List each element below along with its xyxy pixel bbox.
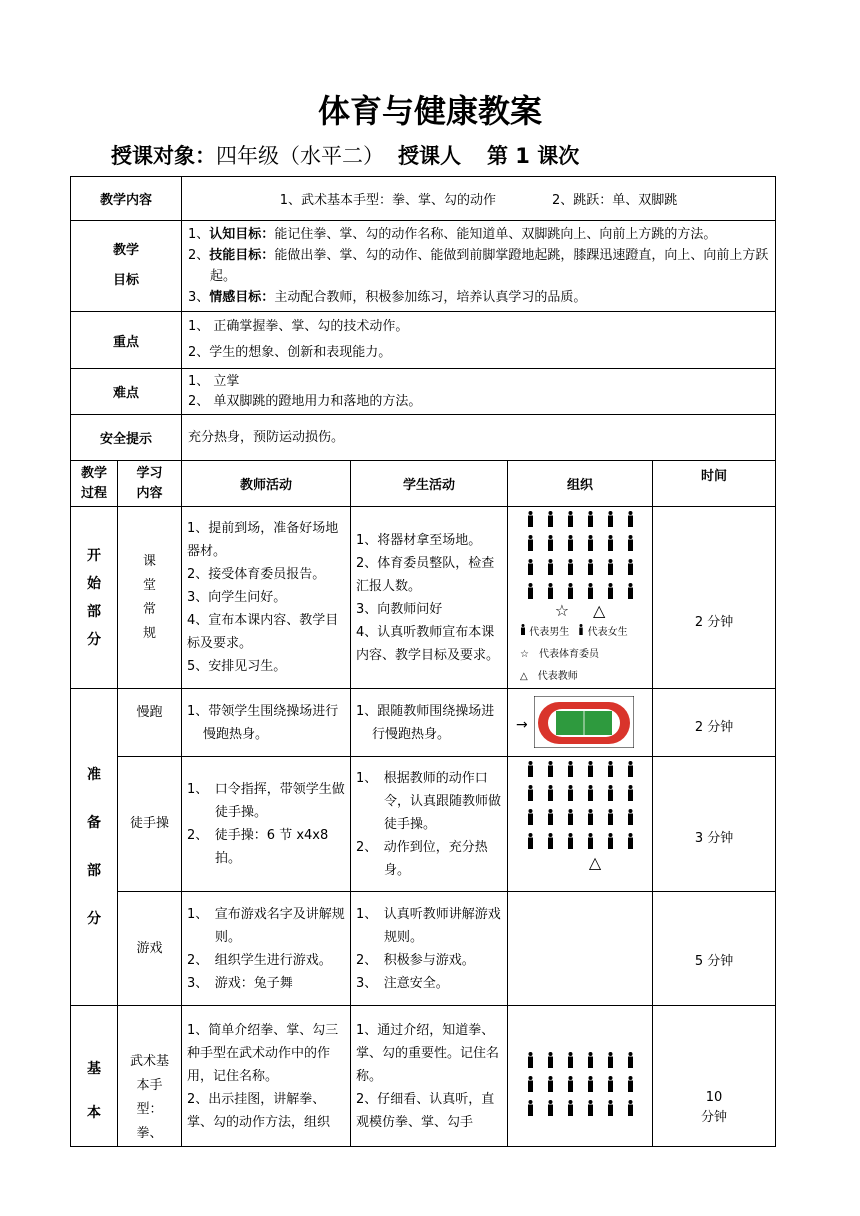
key-line-1: 1、 正确掌握拳、掌、勾的技术动作。 — [188, 319, 409, 334]
basic-teacher — [182, 1006, 351, 1147]
goals-label-top: 教学 — [113, 243, 140, 258]
person-icon — [620, 785, 640, 801]
goal-1 — [188, 224, 769, 245]
jog-label: 慢跑 — [118, 689, 182, 757]
game-teacher-1: 1、 宣布游戏名字及讲解规则。 — [187, 906, 345, 945]
basic-time-value: 10 — [705, 1090, 723, 1105]
person-icon — [560, 535, 580, 551]
gym-student-1: 1、 根据教师的动作口令，认真跟随教师做徒手操。 — [356, 770, 502, 832]
goal-2-num: 2、 — [188, 248, 210, 263]
person-icon — [540, 809, 560, 825]
person-icon — [520, 1052, 540, 1068]
person-icon — [520, 583, 540, 599]
running-track-icon — [534, 696, 634, 748]
prep-phase-char-3: 部 — [87, 863, 101, 879]
person-icon — [560, 583, 580, 599]
basic-teacher-1: 1、简单介绍拳、掌、勾三种手型在武术动作中的作用，记住名称。 — [187, 1022, 339, 1084]
person-icon — [520, 535, 540, 551]
difficulty-line-2: 2、 单双脚跳的蹬地用力和落地的方法。 — [188, 393, 422, 409]
person-icon — [520, 1100, 540, 1116]
difficulty-label: 难点 — [71, 369, 182, 415]
gym-teacher — [182, 757, 351, 892]
person-icon — [600, 1076, 620, 1092]
start-time: 2 分钟 — [653, 507, 776, 689]
person-icon — [580, 1076, 600, 1092]
col-org: 组织 — [508, 461, 653, 507]
page-title: 体育与健康教案 — [317, 92, 542, 130]
legend-teacher: △ 代表教师 — [520, 671, 578, 682]
person-icon — [520, 624, 526, 635]
goal-2 — [188, 245, 769, 287]
person-icon — [620, 1100, 640, 1116]
person-icon — [520, 809, 540, 825]
person-icon — [560, 809, 580, 825]
col-content — [118, 461, 182, 507]
start-student — [351, 507, 508, 689]
col-process-1: 教学 — [80, 465, 107, 481]
person-icon — [580, 785, 600, 801]
person-icon — [600, 785, 620, 801]
person-icon — [600, 833, 620, 849]
goals-value — [182, 221, 776, 312]
person-icon — [520, 559, 540, 575]
safety-label: 安全提示 — [71, 415, 182, 461]
person-icon — [600, 761, 620, 777]
track-diagram — [508, 694, 652, 752]
col-time: 时间 — [653, 461, 776, 507]
gym-student — [351, 757, 508, 892]
start-sub-char-1: 课 — [143, 553, 157, 569]
game-teacher-2: 2、 组织学生进行游戏。 — [187, 952, 332, 968]
game-teacher — [182, 892, 351, 1006]
start-teacher-4: 4、宣布本课内容、教学目标及要求。 — [187, 613, 339, 651]
game-time: 5 分钟 — [653, 892, 776, 1006]
person-icon — [560, 511, 580, 527]
gym-time: 3 分钟 — [653, 757, 776, 892]
key-label: 重点 — [71, 312, 182, 369]
person-icon — [540, 1052, 560, 1068]
person-icon — [620, 583, 640, 599]
person-icon — [540, 535, 560, 551]
safety-value: 充分热身，预防运动损伤。 — [182, 415, 776, 461]
lesson-subtitle — [111, 140, 579, 170]
content-item-1: 1、武术基本手型：拳、掌、勾的动作 — [279, 193, 497, 208]
person-icon — [620, 511, 640, 527]
person-icon — [600, 1052, 620, 1068]
star-icon: ☆ — [554, 601, 570, 620]
person-icon — [520, 511, 540, 527]
difficulty-line-1: 1、 立掌 — [188, 373, 240, 389]
person-icon — [600, 559, 620, 575]
prep-phase-char-4: 分 — [87, 911, 101, 927]
game-student — [351, 892, 508, 1006]
legend-boys: 代表男生 — [529, 627, 570, 638]
col-process-2: 过程 — [80, 485, 107, 501]
person-icon — [520, 1076, 540, 1092]
lesson-label: 第 1 课次 — [487, 144, 580, 168]
goal-2-head: 技能目标： — [209, 248, 275, 263]
goal-3-num: 3、 — [188, 290, 210, 305]
gym-student-2: 2、 动作到位，充分热身。 — [356, 839, 488, 878]
goals-label — [71, 221, 182, 312]
game-teacher-3: 3、 游戏：兔子舞 — [187, 975, 293, 991]
prep-game-row — [71, 892, 776, 1006]
gym-label: 徒手操 — [118, 757, 182, 892]
person-icon — [520, 761, 540, 777]
basic-org — [508, 1006, 653, 1147]
prep-phase — [71, 689, 118, 1006]
person-icon — [560, 1052, 580, 1068]
start-sub-char-3: 常 — [143, 601, 157, 617]
person-icon — [620, 833, 640, 849]
person-icon — [580, 583, 600, 599]
person-icon — [560, 1100, 580, 1116]
col-student: 学生活动 — [351, 461, 508, 507]
jog-teacher-text: 1、带领学生围绕操场进行慢跑热身。 — [187, 703, 339, 742]
person-icon — [540, 833, 560, 849]
start-org — [508, 507, 653, 689]
prep-phase-char-2: 备 — [87, 815, 101, 831]
basic-row — [71, 1006, 776, 1147]
person-icon — [540, 511, 560, 527]
start-teacher-5: 5、安排见习生。 — [187, 659, 287, 674]
start-teacher — [182, 507, 351, 689]
goals-label-bottom: 目标 — [113, 273, 140, 288]
goal-3-text: 主动配合教师，积极参加练习，培养认真学习的品质。 — [274, 290, 587, 305]
person-icon — [580, 1052, 600, 1068]
jog-time: 2 分钟 — [653, 689, 776, 757]
person-icon — [560, 833, 580, 849]
person-icon — [540, 1076, 560, 1092]
legend-monitor: ☆ 代表体育委员 — [520, 649, 599, 660]
goal-2-text: 能做出拳、掌、勾的动作、能做到前脚掌蹬地起跳，膝踝迅速蹬直，向上、向前上方跃起。 — [210, 248, 769, 284]
person-icon — [600, 583, 620, 599]
person-icon — [580, 559, 600, 575]
jog-student — [351, 689, 508, 757]
key-row — [71, 312, 776, 369]
prep-phase-char-1: 准 — [87, 767, 101, 783]
person-icon — [580, 1100, 600, 1116]
gym-teacher-1: 1、 口令指挥，带领学生做徒手操。 — [187, 782, 345, 820]
basic-phase — [71, 1006, 118, 1147]
person-icon — [578, 624, 584, 635]
goals-row — [71, 221, 776, 312]
col-teacher: 教师活动 — [182, 461, 351, 507]
col-content-1: 学习 — [136, 465, 163, 481]
triangle-icon: △ — [588, 853, 602, 872]
person-icon — [600, 809, 620, 825]
person-icon — [520, 833, 540, 849]
game-student-1: 1、 认真听教师讲解游戏规则。 — [356, 906, 501, 945]
person-icon — [540, 761, 560, 777]
person-icon — [580, 833, 600, 849]
start-student-3: 3、向教师问好 — [356, 601, 443, 617]
basic-formation — [508, 1052, 652, 1116]
goal-1-head: 认知目标： — [209, 227, 275, 242]
col-content-2: 内容 — [136, 485, 163, 501]
jog-student-text: 1、跟随教师围绕操场进行慢跑热身。 — [356, 703, 495, 742]
start-student-1: 1、将器材拿至场地。 — [356, 532, 482, 548]
jog-teacher — [182, 689, 351, 757]
key-value — [182, 312, 776, 369]
basic-teacher-2: 2、出示挂图，讲解拳、掌、勾的动作方法，组织 — [187, 1091, 331, 1130]
person-icon — [620, 761, 640, 777]
person-icon — [580, 511, 600, 527]
target-value: 四年级（水平二） — [216, 144, 384, 168]
start-phase — [71, 507, 118, 689]
basic-student-1: 1、通过介绍，知道拳、掌、勾的重要性。记住名称。 — [356, 1022, 500, 1084]
basic-time-unit: 分钟 — [701, 1110, 728, 1125]
person-icon — [600, 511, 620, 527]
difficulty-row — [71, 369, 776, 415]
key-line-2: 2、学生的想象、创新和表现能力。 — [188, 345, 392, 360]
start-teacher-1: 1、提前到场，准备好场地器材。 — [187, 521, 339, 559]
basic-phase-char-1: 基 — [87, 1061, 101, 1077]
person-icon — [580, 535, 600, 551]
teacher-label: 授课人 — [398, 144, 461, 168]
goal-3-head: 情感目标： — [209, 290, 275, 305]
difficulty-value — [182, 369, 776, 415]
legend-gender — [520, 622, 652, 644]
start-sub — [118, 507, 182, 689]
start-phase-char-3: 部 — [87, 603, 101, 620]
start-teacher-3: 3、向学生问好。 — [187, 590, 287, 605]
col-process — [71, 461, 118, 507]
prep-gym-row — [71, 757, 776, 892]
start-symbols — [508, 601, 652, 620]
goal-1-num: 1、 — [188, 227, 210, 242]
content-value — [182, 177, 776, 221]
basic-student — [351, 1006, 508, 1147]
start-student-4: 4、认真听教师宣布本课内容、教学目标及要求。 — [356, 624, 500, 663]
basic-phase-char-2: 本 — [87, 1105, 101, 1121]
goal-3 — [188, 287, 769, 308]
start-legend — [508, 622, 652, 688]
safety-row — [71, 415, 776, 461]
prep-jog-row — [71, 689, 776, 757]
content-label: 教学内容 — [71, 177, 182, 221]
person-icon — [600, 535, 620, 551]
person-icon — [540, 785, 560, 801]
person-icon — [560, 559, 580, 575]
person-icon — [600, 1100, 620, 1116]
start-phase-char-2: 始 — [87, 575, 101, 592]
person-icon — [620, 559, 640, 575]
person-icon — [560, 761, 580, 777]
basic-sub: 武术基本手型：拳、 — [118, 1006, 182, 1147]
person-icon — [540, 559, 560, 575]
legend-girls: 代表女生 — [587, 627, 628, 638]
start-student-2: 2、体育委员整队，检查汇报人数。 — [356, 555, 495, 594]
person-icon — [620, 1076, 640, 1092]
arrow-right-icon: → — [516, 716, 528, 733]
person-icon — [620, 809, 640, 825]
person-icon — [620, 1052, 640, 1068]
content-item-2: 2、跳跃：单、双脚跳 — [552, 193, 678, 208]
person-icon — [620, 535, 640, 551]
person-icon — [580, 761, 600, 777]
target-label: 授课对象： — [111, 144, 216, 168]
start-teacher-2: 2、接受体育委员报告。 — [187, 567, 326, 582]
start-row — [71, 507, 776, 689]
person-icon — [520, 785, 540, 801]
person-icon — [560, 785, 580, 801]
person-icon — [560, 1076, 580, 1092]
start-phase-char-1: 开 — [87, 547, 101, 564]
column-header-row — [71, 461, 776, 507]
person-icon — [580, 809, 600, 825]
start-phase-char-4: 分 — [87, 631, 101, 648]
start-sub-char-2: 堂 — [143, 577, 157, 593]
game-org — [508, 892, 653, 1006]
person-icon — [540, 583, 560, 599]
basic-student-2: 2、仔细看、认真听，直观模仿拳、掌、勾手 — [356, 1091, 495, 1130]
start-sub-char-4: 规 — [143, 625, 157, 641]
game-student-3: 3、 注意安全。 — [356, 975, 449, 991]
game-student-2: 2、 积极参与游戏。 — [356, 952, 475, 968]
jog-org — [508, 689, 653, 757]
content-row — [71, 177, 776, 221]
basic-time — [653, 1006, 776, 1147]
person-icon — [540, 1100, 560, 1116]
gym-teacher-2: 2、 徒手操：6 节 x4x8 拍。 — [187, 828, 329, 866]
gym-org — [508, 757, 653, 892]
triangle-icon: △ — [593, 601, 606, 620]
game-label: 游戏 — [118, 892, 182, 1006]
start-formation — [508, 511, 652, 599]
gym-formation — [508, 761, 652, 849]
goal-1-text: 能记住拳、掌、勾的动作名称、能知道单、双脚跳向上、向前上方跳的方法。 — [274, 227, 717, 242]
lesson-plan-table — [70, 176, 776, 1147]
